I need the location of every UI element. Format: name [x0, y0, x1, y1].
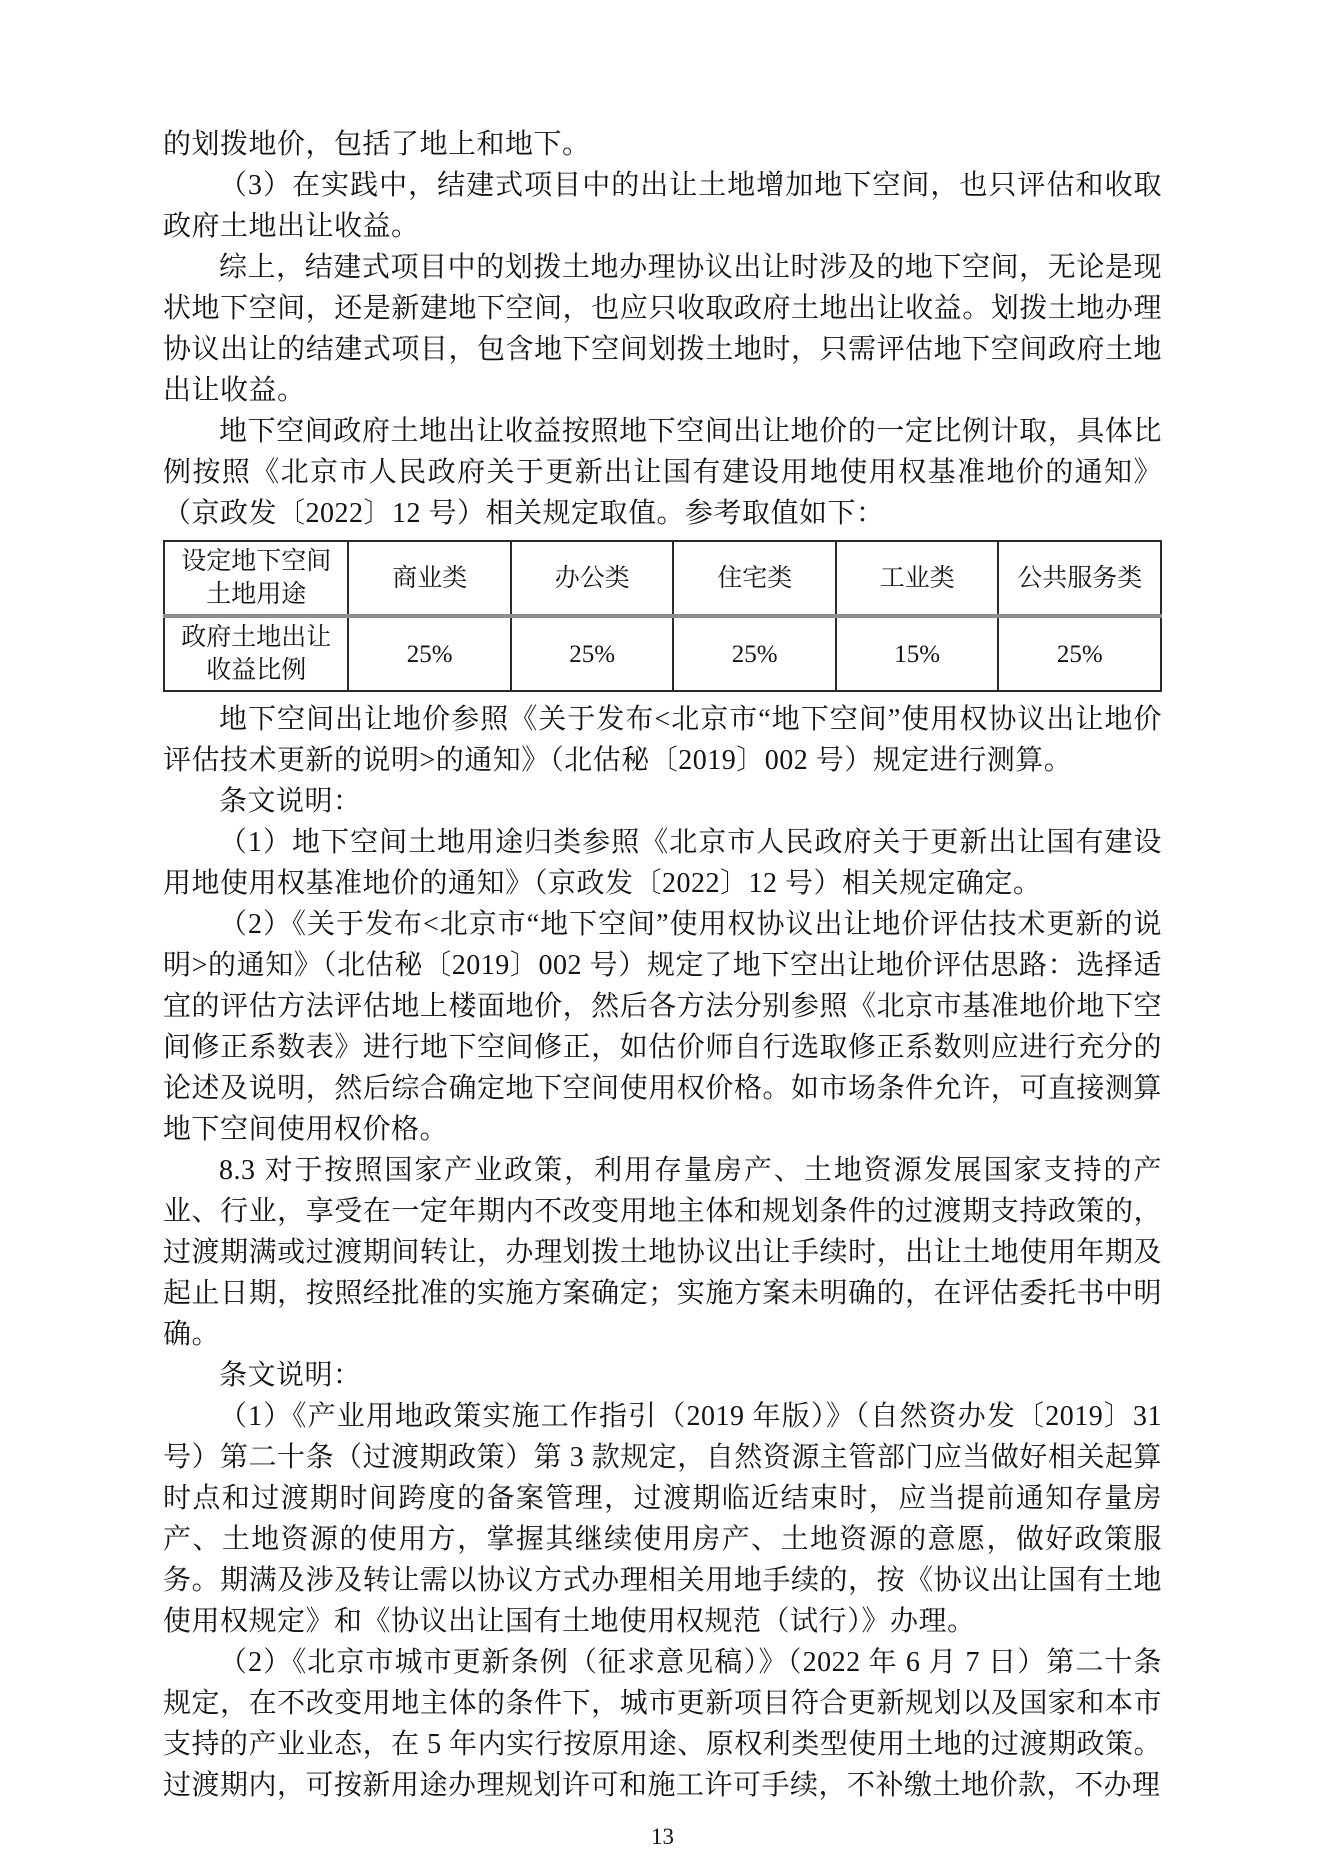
paragraph: 地下空间政府土地出让收益按照地下空间出让地价的一定比例计取，具体比例按照《北京市人民政府关于更新出让国有建设用地使用权基准地价的通知》（京政发〔2022〕12 号）相关规定取值。参考取值如下：: [163, 416, 1162, 529]
paragraph: （3）在实践中，结建式项目中的出让土地增加地下空间，也只评估和收取政府土地出让收益。: [163, 170, 1162, 242]
land-revenue-ratio-table: [163, 540, 1162, 692]
table-row-label: 政府土地出让收益比例: [164, 616, 348, 691]
table-value-public-service: 25%: [998, 616, 1161, 691]
table-header-residential: 住宅类: [673, 541, 836, 616]
table-data-row: [164, 616, 1161, 691]
table-value-residential: 25%: [673, 616, 836, 691]
paragraph: （1）《产业用地政策实施工作指引（2019 年版）》（自然资办发〔2019〕31 号）第二十条（过渡期政策）第 3 款规定，自然资源主管部门应当做好相关起算时点和过渡期时间跨度的备案管理，过渡期临近结束时，应当提前通知存量房产、土地资源的使用方，掌握其继续使用房产、土地资源的意愿，做好政策服务。期满及涉及转让需以协议方式办理相关用地手续的，按《协议出让国有土地使用权规定》和《协议出让国有土地使用权规范（试行）》办理。: [163, 1401, 1162, 1637]
paragraph: 条文说明：: [219, 786, 362, 817]
table-header-row: [164, 541, 1161, 616]
paragraph: 地下空间出让地价参照《关于发布<北京市“地下空间”使用权协议出让地价评估技术更新的说明>的通知》（北估秘〔2019〕002 号）规定进行测算。: [163, 704, 1162, 776]
paragraph: 的划拨地价，包括了地上和地下。: [163, 129, 591, 160]
paragraph: 8.3 对于按照国家产业政策，利用存量房产、土地资源发展国家支持的产业、行业，享受在一定年期内不改变用地主体和规划条件的过渡期支持政策的，过渡期满或过渡期间转让，办理划拨土地协议出让手续时，出让土地使用年期及起止日期，按照经批准的实施方案确定；实施方案未明确的，在评估委托书中明确。: [163, 1155, 1162, 1350]
text-block-after-table: [163, 699, 1162, 1806]
table-header-industrial: 工业类: [836, 541, 999, 616]
page-content: [163, 124, 1162, 1852]
table-value-commercial: 25%: [348, 616, 511, 691]
table-value-office: 25%: [511, 616, 674, 691]
table-header-commercial: 商业类: [348, 541, 511, 616]
table-header-public-service: 公共服务类: [998, 541, 1161, 616]
paragraph: 条文说明：: [219, 1360, 362, 1391]
table-header-land-use: 设定地下空间土地用途: [164, 541, 348, 616]
table-value-industrial: 15%: [836, 616, 999, 691]
page-number: 13: [651, 1824, 674, 1849]
paragraph: （1）地下空间土地用途归类参照《北京市人民政府关于更新出让国有建设用地使用权基准地价的通知》（京政发〔2022〕12 号）相关规定确定。: [163, 827, 1162, 899]
paragraph: （2）《北京市城市更新条例（征求意见稿）》（2022 年 6 月 7 日）第二十条规定，在不改变用地主体的条件下，城市更新项目符合更新规划以及国家和本市支持的产业业态，在 5 年内实行按原用途、原权利类型使用土地的过渡期政策。过渡期内，可按新用途办理规划许可和施工许可手续，不补缴土地价款，不办理: [163, 1647, 1162, 1801]
paragraph: （2）《关于发布<北京市“地下空间”使用权协议出让地价评估技术更新的说明>的通知》（北估秘〔2019〕002 号）规定了地下空出让地价评估思路：选择适宜的评估方法评估地上楼面地价，然后各方法分别参照《北京市基准地价地下空间修正系数表》进行地下空间修正，如估价师自行选取修正系数则应进行充分的论述及说明，然后综合确定地下空间使用权价格。如市场条件允许，可直接测算地下空间使用权价格。: [163, 909, 1162, 1145]
text-block-before-table: [163, 124, 1162, 534]
table-header-office: 办公类: [511, 541, 674, 616]
paragraph: 综上，结建式项目中的划拨土地办理协议出让时涉及的地下空间，无论是现状地下空间，还是新建地下空间，也应只收取政府土地出让收益。划拨土地办理协议出让的结建式项目，包含地下空间划拨土地时，只需评估地下空间政府土地出让收益。: [163, 252, 1162, 406]
